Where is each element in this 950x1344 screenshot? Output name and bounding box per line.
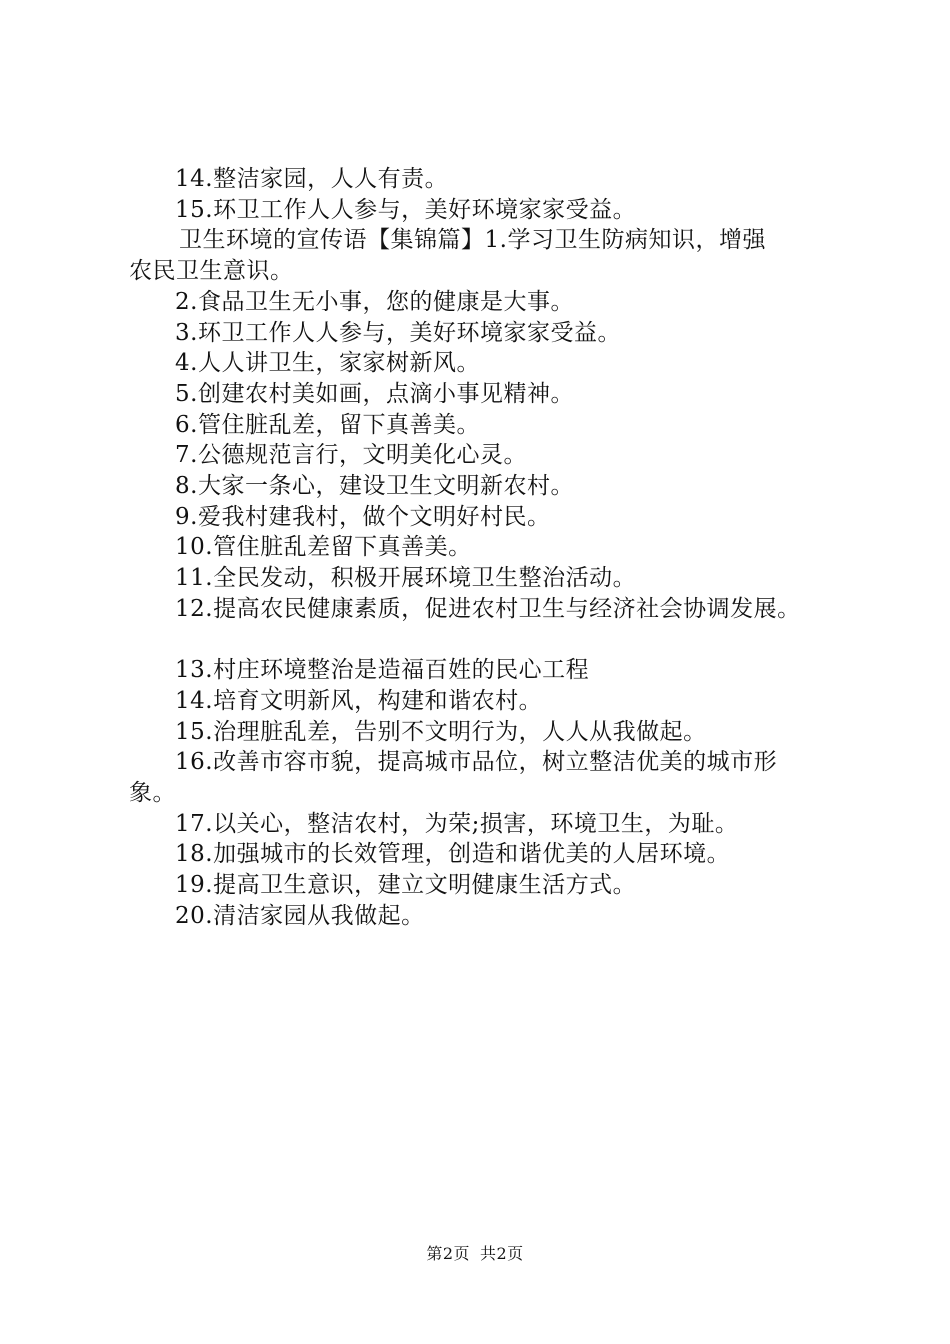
slogan-line: 20.清洁家园从我做起。 xyxy=(175,902,425,929)
document-body xyxy=(129,164,849,932)
slogan-line: 3.环卫工作人人参与，美好环境家家受益。 xyxy=(175,319,621,346)
slogan-line: 18.加强城市的长效管理，创造和谐优美的人居环境。 xyxy=(175,841,731,868)
slogan-line-continuation: 象。 xyxy=(129,780,176,807)
page-footer xyxy=(0,1244,950,1264)
slogan-line: 13.村庄环境整治是造福百姓的民心工程 xyxy=(175,657,590,684)
slogan-line: 12.提高农民健康素质，促进农村卫生与经济社会协调发展。 xyxy=(175,595,801,622)
slogan-line: 14.整洁家园，人人有责。 xyxy=(175,166,449,192)
slogan-line: 5.创建农村美如画，点滴小事见精神。 xyxy=(175,380,574,407)
slogan-line: 17.以关心，整洁农村，为荣;损害，环境卫生，为耻。 xyxy=(175,810,739,837)
slogan-line: 7.公德规范言行，文明美化心灵。 xyxy=(175,442,527,469)
slogan-line: 4.人人讲卫生，家家树新风。 xyxy=(175,350,480,377)
slogan-line: 9.爱我村建我村，做个文明好村民。 xyxy=(175,503,551,530)
slogan-line: 16.改善市容市貌，提高城市品位，树立整洁优美的城市形 xyxy=(175,749,778,776)
slogan-line: 8.大家一条心，建设卫生文明新农村。 xyxy=(175,473,574,500)
page-number-total: 共2页 xyxy=(480,1244,524,1263)
section-heading-line: 卫生环境的宣传语【集锦篇】1.学习卫生防病知识，增强 xyxy=(179,227,766,254)
slogan-line: 2.食品卫生无小事，您的健康是大事。 xyxy=(175,288,574,315)
blank-line xyxy=(129,625,849,656)
section-heading-continuation: 农民卫生意识。 xyxy=(129,258,294,285)
slogan-line: 11.全民发动，积极开展环境卫生整治活动。 xyxy=(175,565,637,592)
slogan-line: 15.治理脏乱差，告别不文明行为，人人从我做起。 xyxy=(175,718,707,745)
slogan-line: 6.管住脏乱差，留下真善美。 xyxy=(175,411,480,438)
page-number-current: 第2页 xyxy=(426,1244,470,1263)
slogan-line: 19.提高卫生意识，建立文明健康生活方式。 xyxy=(175,872,637,899)
slogan-line: 10.管住脏乱差留下真善美。 xyxy=(175,534,472,561)
slogan-line: 15.环卫工作人人参与，美好环境家家受益。 xyxy=(175,196,637,223)
slogan-line: 14.培育文明新风，构建和谐农村。 xyxy=(175,687,543,714)
